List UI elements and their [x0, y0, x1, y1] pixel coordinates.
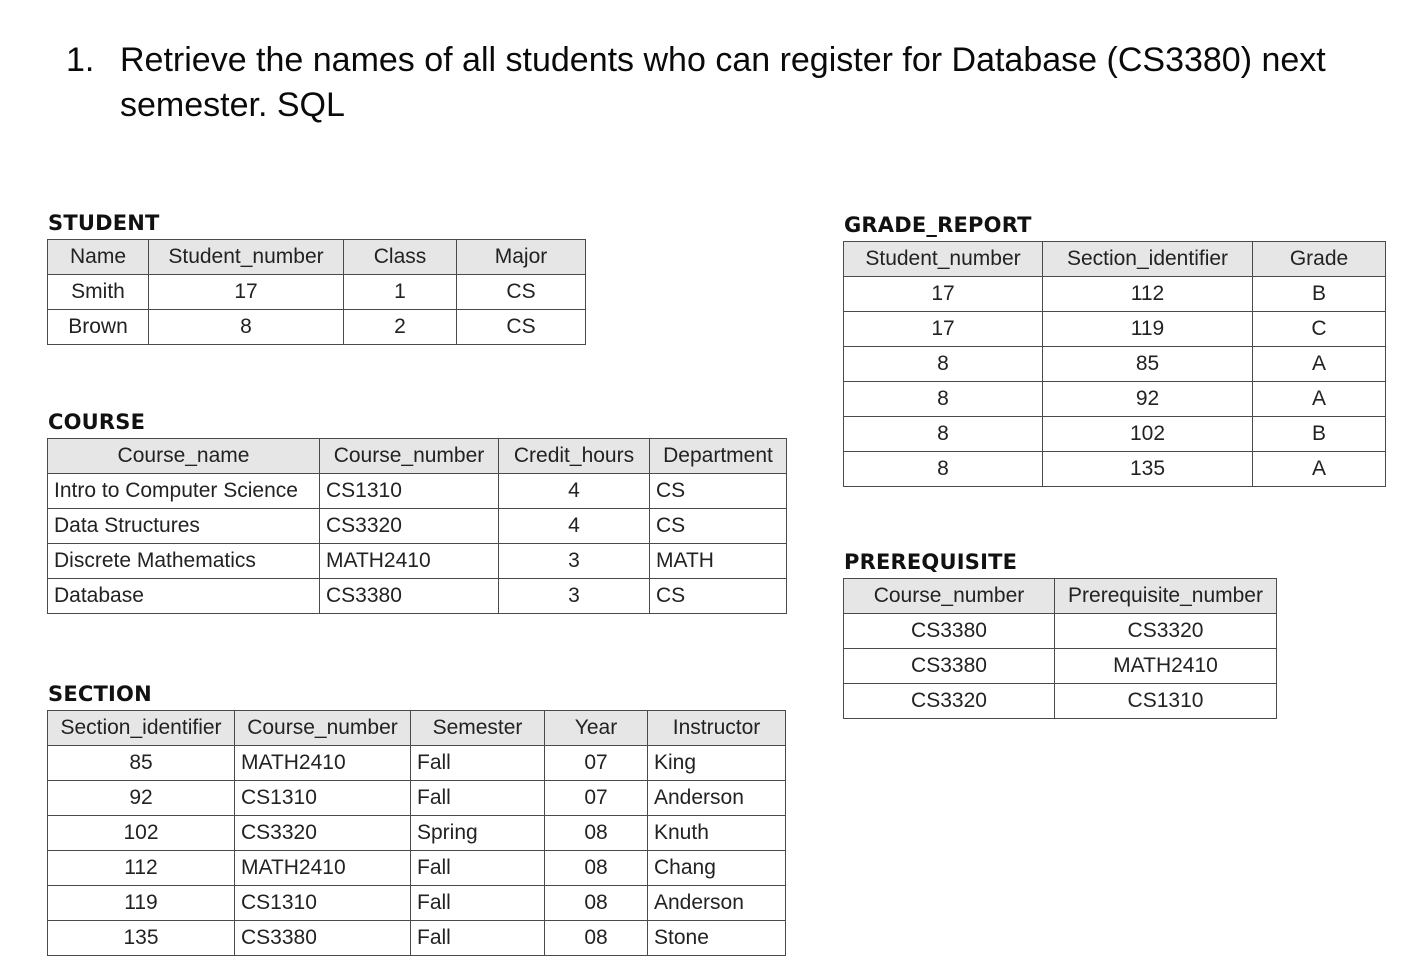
table-row	[844, 382, 1386, 417]
table-cell: CS	[650, 509, 787, 544]
section-table-block	[47, 681, 786, 956]
column-header: Course_number	[320, 439, 499, 474]
column-header: Semester	[411, 711, 545, 746]
column-header: Course_number	[844, 579, 1055, 614]
column-header: Credit_hours	[499, 439, 650, 474]
table-row	[844, 452, 1386, 487]
column-header: Prerequisite_number	[1055, 579, 1277, 614]
table-row	[48, 921, 786, 956]
table-cell: CS1310	[235, 781, 411, 816]
column-header: Course_name	[48, 439, 320, 474]
table-cell: Intro to Computer Science	[48, 474, 320, 509]
table-cell: King	[648, 746, 786, 781]
course-table-block	[47, 409, 787, 614]
table-cell: 17	[149, 275, 344, 310]
table-cell: Anderson	[648, 886, 786, 921]
table-cell: Fall	[411, 746, 545, 781]
table-header-row	[48, 240, 586, 275]
column-header: Year	[545, 711, 648, 746]
table-cell: C	[1253, 312, 1386, 347]
table-cell: CS	[457, 275, 586, 310]
table-row	[48, 746, 786, 781]
table-cell: 17	[844, 312, 1043, 347]
table-cell: 08	[545, 921, 648, 956]
column-header: Grade	[1253, 242, 1386, 277]
column-header: Class	[344, 240, 457, 275]
section-table-title: SECTION	[48, 682, 152, 706]
column-header: Name	[48, 240, 149, 275]
table-cell: Chang	[648, 851, 786, 886]
table-cell: 92	[1043, 382, 1253, 417]
table-row	[844, 277, 1386, 312]
section-table	[47, 710, 786, 956]
table-cell: 85	[1043, 347, 1253, 382]
table-cell: MATH2410	[1055, 649, 1277, 684]
table-row	[844, 649, 1277, 684]
table-cell: CS3380	[844, 649, 1055, 684]
table-cell: 3	[499, 579, 650, 614]
table-row	[844, 684, 1277, 719]
table-cell: 119	[48, 886, 235, 921]
table-cell: 112	[48, 851, 235, 886]
course-table	[47, 438, 787, 614]
column-header: Major	[457, 240, 586, 275]
table-cell: 4	[499, 474, 650, 509]
table-cell: 119	[1043, 312, 1253, 347]
table-cell: Fall	[411, 781, 545, 816]
table-cell: Data Structures	[48, 509, 320, 544]
table-cell: 102	[48, 816, 235, 851]
table-row	[48, 474, 787, 509]
table-cell: MATH2410	[235, 746, 411, 781]
column-header: Student_number	[844, 242, 1043, 277]
table-cell: Fall	[411, 886, 545, 921]
table-cell: Database	[48, 579, 320, 614]
table-cell: 8	[844, 417, 1043, 452]
table-cell: CS3320	[844, 684, 1055, 719]
table-cell: MATH2410	[320, 544, 499, 579]
table-cell: CS3380	[235, 921, 411, 956]
table-cell: CS3320	[235, 816, 411, 851]
table-header-row	[844, 242, 1386, 277]
table-cell: 08	[545, 851, 648, 886]
table-cell: 17	[844, 277, 1043, 312]
table-cell: 135	[48, 921, 235, 956]
table-cell: B	[1253, 277, 1386, 312]
table-cell: Discrete Mathematics	[48, 544, 320, 579]
table-row	[844, 417, 1386, 452]
table-row	[48, 310, 586, 345]
table-row	[48, 509, 787, 544]
column-header: Student_number	[149, 240, 344, 275]
table-cell: 8	[844, 347, 1043, 382]
student-table-block	[47, 210, 586, 345]
table-cell: CS3380	[320, 579, 499, 614]
table-header-row	[48, 711, 786, 746]
table-cell: CS3320	[320, 509, 499, 544]
table-cell: CS	[650, 579, 787, 614]
table-row	[48, 851, 786, 886]
table-cell: Smith	[48, 275, 149, 310]
table-row	[48, 579, 787, 614]
table-row	[844, 347, 1386, 382]
table-cell: Anderson	[648, 781, 786, 816]
table-cell: A	[1253, 382, 1386, 417]
column-header: Department	[650, 439, 787, 474]
table-cell: Spring	[411, 816, 545, 851]
table-cell: 2	[344, 310, 457, 345]
table-cell: 8	[844, 382, 1043, 417]
table-row	[48, 781, 786, 816]
table-cell: 3	[499, 544, 650, 579]
grade-report-table-title: GRADE_REPORT	[844, 213, 1032, 237]
table-cell: 92	[48, 781, 235, 816]
table-cell: A	[1253, 452, 1386, 487]
table-cell: 08	[545, 816, 648, 851]
table-row	[48, 544, 787, 579]
column-header: Instructor	[648, 711, 786, 746]
table-cell: CS1310	[320, 474, 499, 509]
table-row	[48, 886, 786, 921]
course-table-title: COURSE	[48, 410, 146, 434]
table-row	[48, 816, 786, 851]
table-cell: 8	[149, 310, 344, 345]
table-header-row	[48, 439, 787, 474]
table-cell: CS	[650, 474, 787, 509]
table-row	[844, 312, 1386, 347]
student-table	[47, 239, 586, 345]
prerequisite-table	[843, 578, 1277, 719]
table-cell: CS1310	[1055, 684, 1277, 719]
table-cell: Knuth	[648, 816, 786, 851]
question-number: 1.	[66, 41, 95, 79]
table-cell: Stone	[648, 921, 786, 956]
prerequisite-table-title: PREREQUISITE	[844, 550, 1018, 574]
table-cell: Brown	[48, 310, 149, 345]
table-header-row	[844, 579, 1277, 614]
table-cell: 07	[545, 746, 648, 781]
question	[66, 38, 1386, 128]
table-cell: MATH2410	[235, 851, 411, 886]
column-header: Section_identifier	[1043, 242, 1253, 277]
column-header: Course_number	[235, 711, 411, 746]
table-cell: 8	[844, 452, 1043, 487]
table-row	[48, 275, 586, 310]
table-cell: CS1310	[235, 886, 411, 921]
table-cell: MATH	[650, 544, 787, 579]
table-cell: CS3320	[1055, 614, 1277, 649]
question-text: Retrieve the names of all students who can register for Database (CS3380) next semester. SQL	[120, 41, 1326, 124]
table-cell: CS3380	[844, 614, 1055, 649]
student-table-title: STUDENT	[48, 211, 160, 235]
table-cell: 85	[48, 746, 235, 781]
table-cell: B	[1253, 417, 1386, 452]
table-cell: CS	[457, 310, 586, 345]
grade-report-table-block	[843, 212, 1386, 487]
table-cell: 08	[545, 886, 648, 921]
table-cell: 102	[1043, 417, 1253, 452]
column-header: Section_identifier	[48, 711, 235, 746]
table-cell: 135	[1043, 452, 1253, 487]
grade-report-table	[843, 241, 1386, 487]
table-cell: 112	[1043, 277, 1253, 312]
table-cell: 4	[499, 509, 650, 544]
table-cell: A	[1253, 347, 1386, 382]
table-cell: Fall	[411, 851, 545, 886]
table-row	[844, 614, 1277, 649]
table-cell: 07	[545, 781, 648, 816]
prerequisite-table-block	[843, 549, 1277, 719]
table-cell: 1	[344, 275, 457, 310]
table-cell: Fall	[411, 921, 545, 956]
